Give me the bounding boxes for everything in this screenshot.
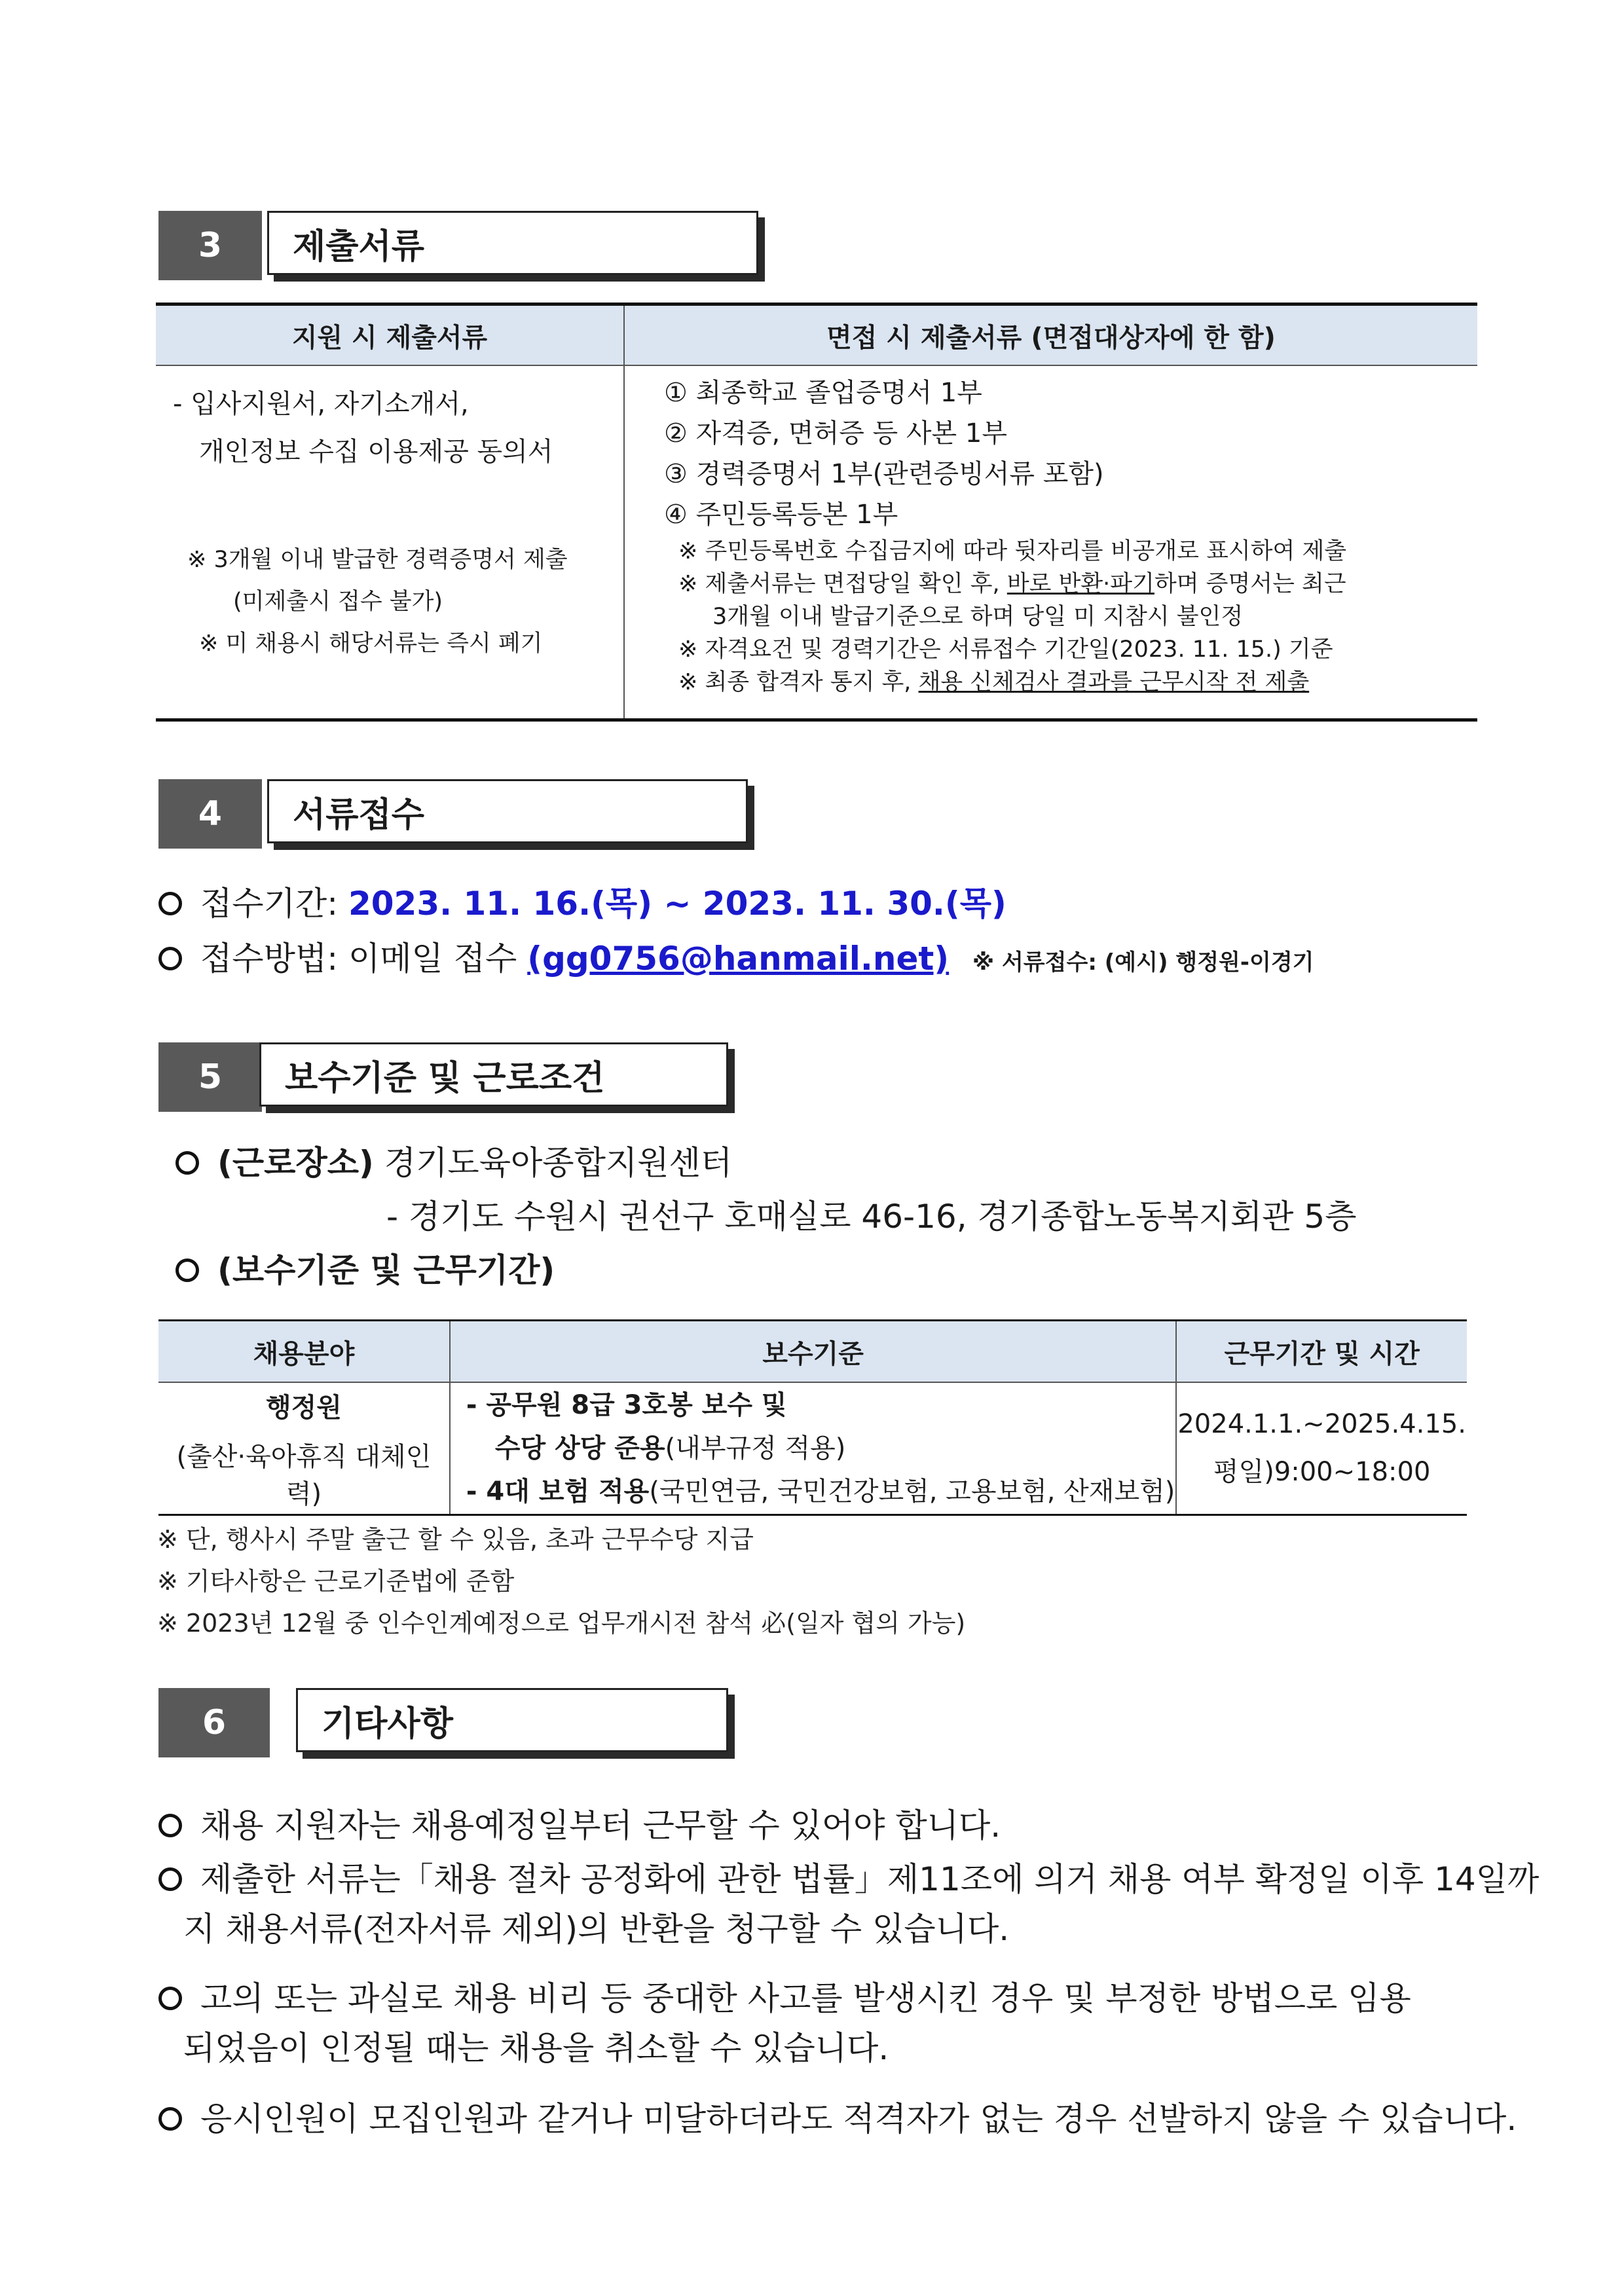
field-main: 행정원	[265, 1392, 342, 1423]
pay-line: - 공무원 8급 3호봉 보수 및	[466, 1390, 787, 1420]
other-item-text: 응시인원이 모집인원과 같거나 미달하더라도 적격자가 없는 경우 선발하지 않을 수 있습니다.	[200, 2100, 1517, 2138]
other-item-continued: 되었음이 인정될 때는 채용을 취소할 수 있습니다.	[183, 2029, 889, 2067]
col-header-period: 근무기간 및 시간	[1176, 1321, 1467, 1383]
section-title: 서류접수	[267, 779, 748, 843]
submission-method	[158, 932, 1314, 980]
pay-label: (보수기준 및 근무기간)	[217, 1251, 555, 1289]
interview-doc-item: ① 최종학교 졸업증명서 1부	[664, 378, 982, 408]
application-note: (미제출시 접수 불가)	[233, 589, 443, 615]
period-dates: 2024.1.1.~2025.4.15.	[1177, 1408, 1466, 1439]
pay-table	[158, 1319, 1467, 1516]
period-hours: 평일)9:00~18:00	[1213, 1456, 1431, 1487]
pay-line	[466, 1470, 1175, 1513]
section-number: 5	[158, 1042, 262, 1112]
note-text: ※ 제출서류는 면접당일 확인 후,	[678, 571, 1007, 597]
application-doc-line: 개인정보 수집 이용제공 동의서	[199, 437, 553, 467]
interview-note-continued: 3개월 이내 발급기준으로 하며 당일 미 지참시 불인정	[712, 604, 1244, 630]
period-label: 접수기간:	[200, 885, 348, 923]
pay-line	[466, 1427, 1175, 1470]
bullet-circle-icon	[158, 892, 182, 915]
pay-bold: 수당 상당 준용	[494, 1433, 665, 1463]
other-item	[158, 1853, 1539, 1900]
interview-docs-cell	[624, 365, 1477, 720]
application-docs-cell	[156, 365, 624, 720]
pay-note: ※ 2023년 12월 중 인수인계예정으로 업무개시전 참석 必(일자 협의 가능)	[157, 1609, 966, 1638]
interview-doc-item: ③ 경력증명서 1부(관련증빙서류 포함)	[664, 459, 1104, 489]
method-note: ※ 서류접수: (예시) 행정원-이경기	[972, 949, 1314, 976]
bullet-circle-icon	[175, 1258, 199, 1282]
other-item-text: 제출한 서류는「채용 절차 공정화에 관한 법률」제11조에 의거 채용 여부 확정일 이후 14일까	[200, 1860, 1540, 1898]
other-item-text: 채용 지원자는 채용예정일부터 근무할 수 있어야 합니다.	[200, 1807, 1001, 1845]
bullet-circle-icon	[158, 2107, 182, 2131]
pay-rest: (내부규정 적용)	[665, 1433, 846, 1463]
section-title: 기타사항	[296, 1688, 728, 1752]
bullet-circle-icon	[158, 1987, 182, 2010]
note-text: 하며 증명서는 최근	[1154, 571, 1346, 597]
field-sub: (출산·육아휴직 대체인력)	[176, 1441, 432, 1509]
method-label: 접수방법: 이메일 접수	[200, 940, 528, 978]
interview-note	[664, 568, 1477, 600]
other-item	[158, 1799, 1001, 1846]
other-item-text: 고의 또는 과실로 채용 비리 등 중대한 사고를 발생시킨 경우 및 부정한 방법으로 임용	[200, 1979, 1411, 2017]
bullet-circle-icon	[158, 1867, 182, 1891]
pay-heading	[175, 1244, 555, 1291]
interview-note: ※ 주민등록번호 수집금지에 따라 뒷자리를 비공개로 표시하여 제출	[678, 538, 1347, 564]
interview-doc-item: ④ 주민등록등본 1부	[664, 500, 898, 530]
note-underlined-text: 채용 신체검사 결과를 근무시작 전 제출	[918, 669, 1310, 695]
place-value: 경기도육아종합지원센터	[373, 1144, 733, 1182]
period-value: 2023. 11. 16.(목) ~ 2023. 11. 30.(목)	[348, 885, 1006, 923]
other-item	[158, 2093, 1517, 2140]
section-title: 보수기준 및 근로조건	[259, 1042, 728, 1107]
work-address: - 경기도 수원시 권선구 호매실로 46-16, 경기종합노동복지회관 5층	[386, 1198, 1357, 1236]
documents-table	[156, 303, 1477, 722]
interview-note	[664, 666, 1477, 699]
pay-cell	[450, 1382, 1176, 1515]
field-cell	[158, 1382, 450, 1515]
col-header-application-docs: 지원 시 제출서류	[156, 304, 624, 366]
pay-bold: - 4대 보험 적용	[466, 1477, 650, 1507]
pay-note: ※ 단, 행사시 주말 출근 할 수 있음, 초과 근무수당 지급	[157, 1525, 754, 1554]
bullet-circle-icon	[158, 947, 182, 970]
submission-period	[158, 877, 1006, 925]
section-number: 4	[158, 779, 262, 849]
interview-note: ※ 자격요건 및 경력기간은 서류접수 기간일(2023. 11. 15.) 기준	[678, 636, 1333, 663]
col-header-field: 채용분야	[158, 1321, 450, 1383]
work-place	[175, 1137, 732, 1184]
place-label: (근로장소)	[217, 1144, 374, 1182]
pay-note: ※ 기타사항은 근로기준법에 준함	[157, 1567, 515, 1596]
bullet-circle-icon	[175, 1151, 199, 1175]
section-number: 6	[158, 1688, 270, 1757]
pay-rest: (국민연금, 국민건강보험, 고용보험, 산재보험)	[649, 1477, 1175, 1507]
col-header-interview-docs: 면접 시 제출서류 (면접대상자에 한 함)	[624, 304, 1477, 366]
note-text: ※ 최종 합격자 통지 후,	[678, 669, 919, 695]
email-link[interactable]: (gg0756@hanmail.net)	[527, 940, 950, 978]
section-number: 3	[158, 211, 262, 280]
period-cell	[1176, 1382, 1467, 1515]
bullet-circle-icon	[158, 1814, 182, 1837]
section-title: 제출서류	[267, 211, 758, 275]
application-doc-line: - 입사지원서, 자기소개서,	[173, 389, 469, 419]
interview-doc-item: ② 자격증, 면허증 등 사본 1부	[664, 418, 1007, 449]
note-underlined-text: 바로 반환·파기	[1006, 571, 1154, 597]
application-note: ※ 3개월 이내 발급한 경력증명서 제출	[187, 547, 568, 573]
col-header-pay: 보수기준	[450, 1321, 1176, 1383]
other-item-continued: 지 채용서류(전자서류 제외)의 반환을 청구할 수 있습니다.	[183, 1910, 1010, 1948]
other-item	[158, 1972, 1411, 2019]
application-note: ※ 미 채용시 해당서류는 즉시 폐기	[199, 631, 543, 657]
